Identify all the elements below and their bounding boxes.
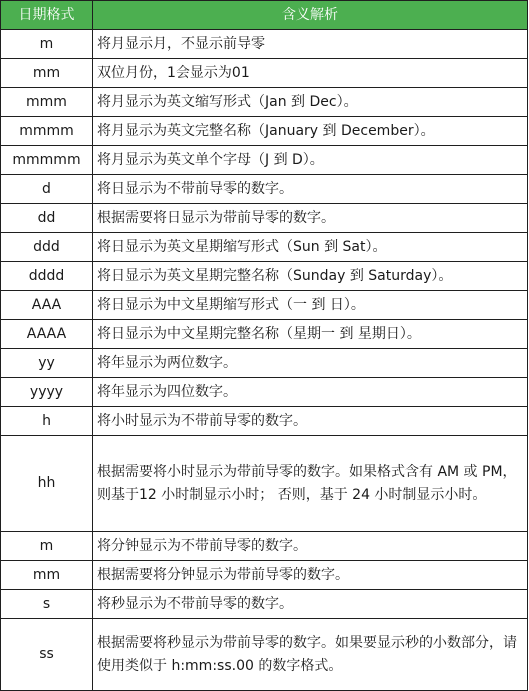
meaning-cell: 将月显示为英文缩写形式（Jan 到 Dec）。: [93, 88, 528, 117]
format-code-cell: mmmm: [1, 117, 93, 146]
meaning-cell: 根据需要将秒显示为带前导零的数字。如果要显示秒的小数部分，请使用类似于 h:mm:ss.00 的数字格式。: [93, 619, 528, 691]
table-row: [1, 291, 528, 320]
meaning-cell: 将月显示为英文单个字母（J 到 D）。: [93, 146, 528, 175]
table-row: [1, 378, 528, 407]
format-code-cell: ss: [1, 619, 93, 691]
table-row: [1, 436, 528, 532]
header-meaning: 含义解析: [93, 1, 528, 30]
meaning-cell: 根据需要将日显示为带前导零的数字。: [93, 204, 528, 233]
format-code-cell: mmm: [1, 88, 93, 117]
format-code-cell: d: [1, 175, 93, 204]
meaning-cell: 双位月份，1会显示为01: [93, 59, 528, 88]
meaning-cell: 将月显示为英文完整名称（January 到 December）。: [93, 117, 528, 146]
table-row: [1, 619, 528, 691]
meaning-cell: 将日显示为中文星期完整名称（星期一 到 星期日）。: [93, 320, 528, 349]
table-row: [1, 561, 528, 590]
meaning-cell: 将日显示为英文星期完整名称（Sunday 到 Saturday）。: [93, 262, 528, 291]
meaning-cell: 将月显示月，不显示前导零: [93, 30, 528, 59]
format-code-cell: h: [1, 407, 93, 436]
format-code-cell: dddd: [1, 262, 93, 291]
meaning-cell: 将小时显示为不带前导零的数字。: [93, 407, 528, 436]
format-code-cell: s: [1, 590, 93, 619]
table-row: [1, 590, 528, 619]
table-row: [1, 59, 528, 88]
table-row: [1, 532, 528, 561]
format-code-cell: dd: [1, 204, 93, 233]
table-row: [1, 320, 528, 349]
table-header-row: [1, 1, 528, 30]
table-row: [1, 233, 528, 262]
format-code-cell: AAA: [1, 291, 93, 320]
table-row: [1, 204, 528, 233]
format-code-cell: hh: [1, 436, 93, 532]
table-row: [1, 146, 528, 175]
meaning-cell: 根据需要将小时显示为带前导零的数字。如果格式含有 AM 或 PM，则基于12 小时制显示小时； 否则，基于 24 小时制显示小时。: [93, 436, 528, 532]
header-date-format: 日期格式: [1, 1, 93, 30]
format-code-cell: m: [1, 30, 93, 59]
meaning-cell: 将年显示为四位数字。: [93, 378, 528, 407]
table-row: [1, 349, 528, 378]
meaning-cell: 将年显示为两位数字。: [93, 349, 528, 378]
format-code-cell: mm: [1, 59, 93, 88]
table-row: [1, 30, 528, 59]
format-code-cell: mmmmm: [1, 146, 93, 175]
meaning-cell: 根据需要将分钟显示为带前导零的数字。: [93, 561, 528, 590]
format-code-cell: AAAA: [1, 320, 93, 349]
format-code-cell: yyyy: [1, 378, 93, 407]
format-code-cell: yy: [1, 349, 93, 378]
table-row: [1, 175, 528, 204]
meaning-cell: 将秒显示为不带前导零的数字。: [93, 590, 528, 619]
meaning-cell: 将分钟显示为不带前导零的数字。: [93, 532, 528, 561]
format-code-cell: m: [1, 532, 93, 561]
table-row: [1, 117, 528, 146]
meaning-cell: 将日显示为中文星期缩写形式（一 到 日）。: [93, 291, 528, 320]
format-code-cell: mm: [1, 561, 93, 590]
format-code-cell: ddd: [1, 233, 93, 262]
table-row: [1, 407, 528, 436]
table-row: [1, 262, 528, 291]
table-row: [1, 88, 528, 117]
meaning-cell: 将日显示为英文星期缩写形式（Sun 到 Sat）。: [93, 233, 528, 262]
meaning-cell: 将日显示为不带前导零的数字。: [93, 175, 528, 204]
